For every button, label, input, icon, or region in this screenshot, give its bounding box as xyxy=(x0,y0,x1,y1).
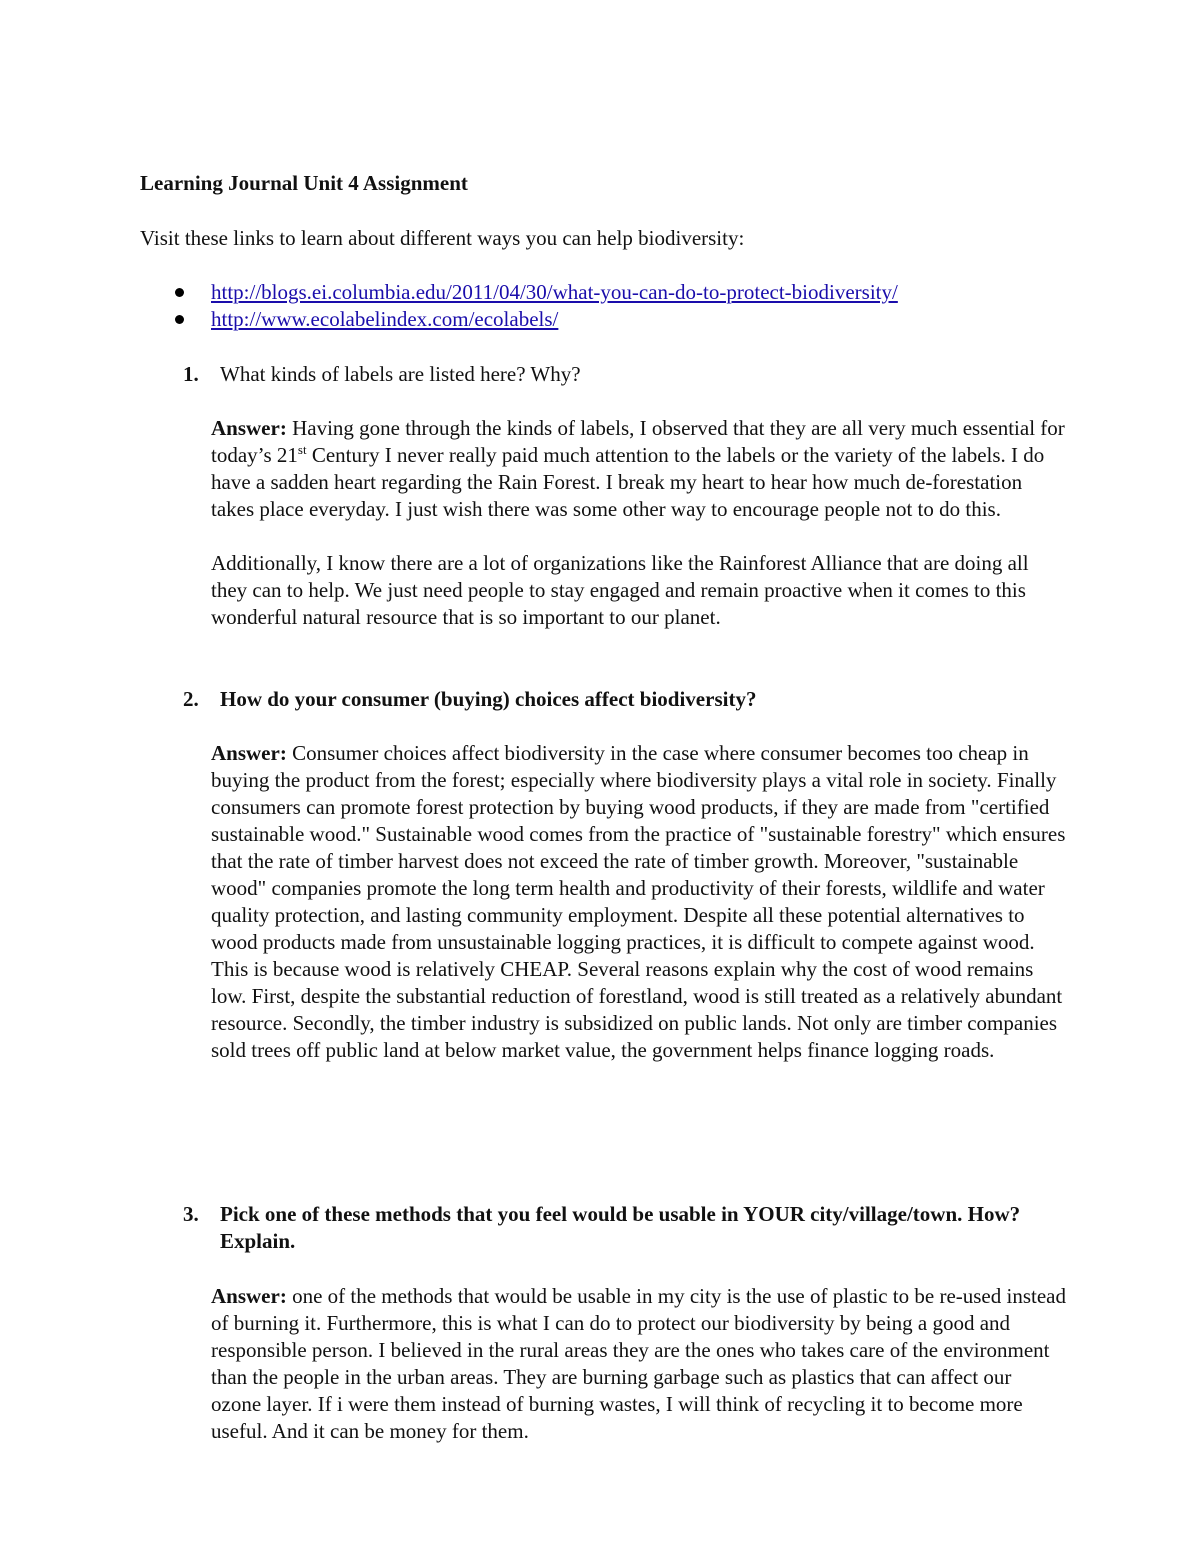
question-number: 3. xyxy=(183,1202,199,1226)
answer-paragraph xyxy=(211,415,1066,523)
answer-1 xyxy=(211,415,1066,631)
question-number: 2. xyxy=(183,687,199,711)
answer-3 xyxy=(211,1283,1066,1445)
answer-paragraph xyxy=(211,1283,1066,1445)
answer-paragraph xyxy=(211,740,1066,1064)
question-number: 1. xyxy=(183,362,199,386)
answer-text: one of the methods that would be usable in my city is the use of plastic to be re-used instead of burning it. Furthermore, this is what I can do to protect our biodiversity by being a good and responsible person. I believed in the rural areas they are the ones who takes care of the environment than the people in the urban areas. They are burning garbage such as plastics that can affect our ozone layer. If i were them instead of burning wastes, I will think of recycling it to become more useful. And it can be money for them. xyxy=(211,1284,1066,1443)
intro-text: Visit these links to learn about different ways you can help biodiversity: xyxy=(140,226,745,250)
link-ecolabel-index[interactable]: http://www.ecolabelindex.com/ecolabels/ xyxy=(211,307,559,331)
answer-text: Having gone through the kinds of labels, I observed that they are all very much essential for today’s 21 xyxy=(211,416,1065,467)
link-columbia-biodiversity[interactable]: http://blogs.ei.columbia.edu/2011/04/30/what-you-can-do-to-protect-biodiversity/ xyxy=(211,280,898,304)
question-text: Pick one of these methods that you feel would be usable in YOUR city/village/town. How? Explain. xyxy=(220,1202,1021,1253)
answer-label: Answer: xyxy=(211,416,287,440)
answer-paragraph: Additionally, I know there are a lot of organizations like the Rainforest Alliance that are doing all they can to help. We just need people to stay engaged and remain proactive when it comes to this wonderful natural resource that is so important to our planet. xyxy=(211,551,1029,629)
link-list xyxy=(140,279,898,333)
ordinal-suffix: st xyxy=(297,442,307,457)
list-item xyxy=(140,279,898,306)
bullet-icon xyxy=(175,288,184,297)
list-item xyxy=(140,306,898,333)
answer-2 xyxy=(211,740,1066,1064)
answer-label: Answer: xyxy=(211,741,287,765)
answer-text: Century I never really paid much attention to the labels or the variety of the labels. I do have a sadden heart regarding the Rain Forest. I break my heart to hear how much de-forestation takes place everyday. I just wish there was some other way to encourage people not to do this. xyxy=(211,443,1045,521)
answer-text: Consumer choices affect biodiversity in the case where consumer becomes too cheap in buying the product from the forest; especially where biodiversity plays a vital role in society. Finally consumers can promote forest protection by buying wood products, if they are made from "certified sustainable wood." Sustainable wood comes from the practice of "sustainable forestry" which ensures that the rate of timber harvest does not exceed the rate of timber growth. Moreover, "sustainable wood" companies promote the long term health and productivity of their forests, wildlife and water quality protection, and lasting community employment. Despite all these potential alternatives to wood products made from unsustainable logging practices, it is difficult to compete against wood. This is because wood is relatively CHEAP. Several reasons explain why the cost of wood remains low. First, despite the substantial reduction of forestland, wood is still treated as a relatively abundant resource. Secondly, the timber industry is subsidized on public lands. Not only are timber companies sold trees off public land at below market value, the government helps finance logging roads. xyxy=(211,741,1066,1062)
document-title: Learning Journal Unit 4 Assignment xyxy=(140,171,468,195)
bullet-icon xyxy=(175,315,184,324)
question-text: What kinds of labels are listed here? Why? xyxy=(220,362,581,386)
question-text: How do your consumer (buying) choices affect biodiversity? xyxy=(220,687,757,711)
answer-label: Answer: xyxy=(211,1284,287,1308)
